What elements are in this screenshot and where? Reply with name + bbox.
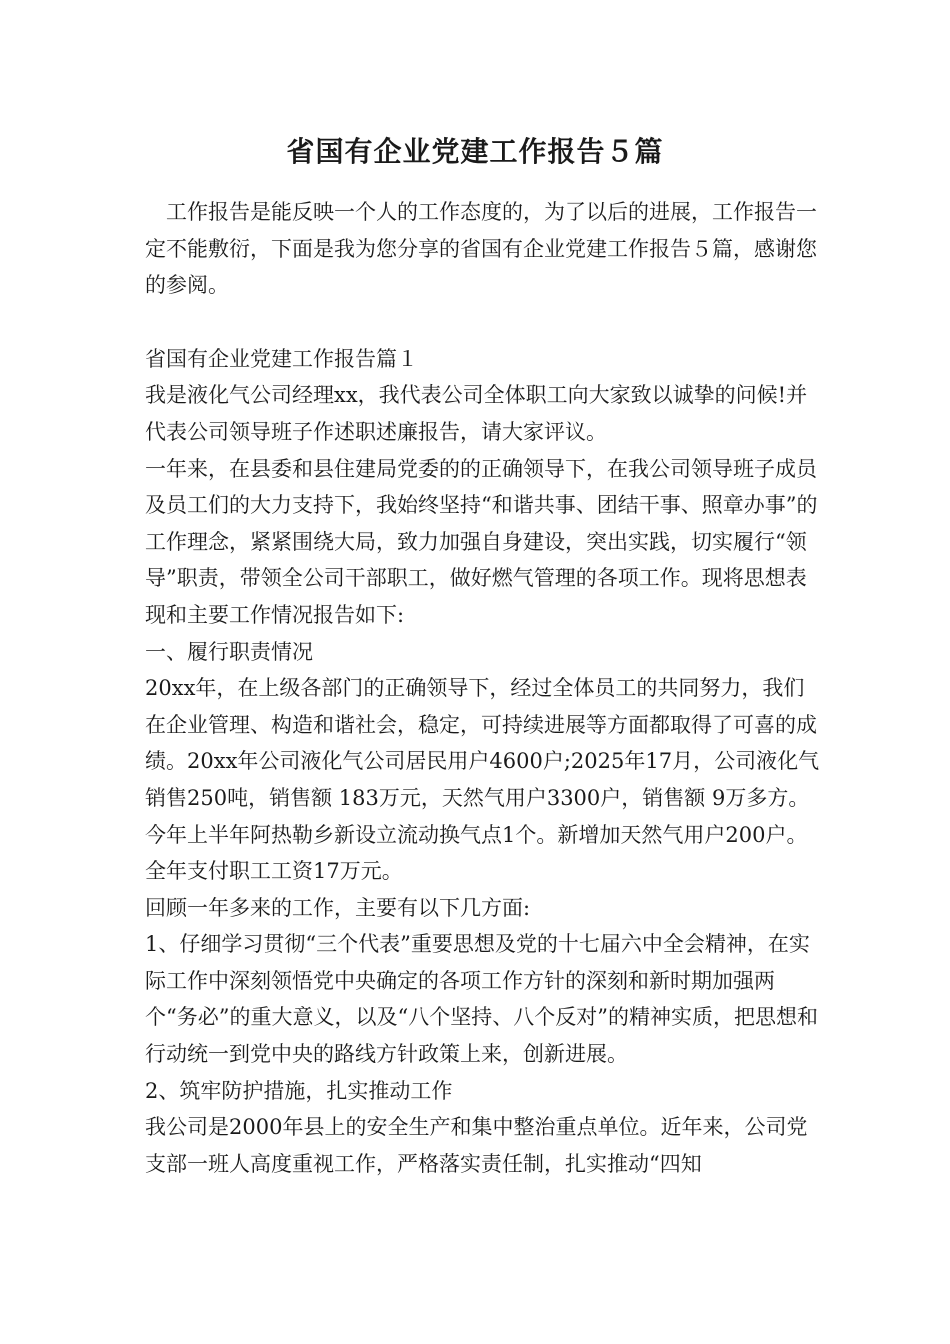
paragraph: 1、仔细学习贯彻“三个代表”重要思想及党的十七届六中全会精神，在实际工作中深刻领悟党中央确定的各项工作方针的深刻和新时期加强两个“务必”的重大意义，以及“八个坚持、八个反对”的精神实质，把思想和行动统一到党中央的路线方针政策上来，创新进展。	[145, 932, 818, 1067]
document-title: 省国有企业党建工作报告５篇	[286, 135, 664, 168]
section-heading: 省国有企业党建工作报告篇１	[145, 346, 418, 371]
subheading: 2、筑牢防护措施，扎实推动工作	[145, 1078, 453, 1103]
paragraph-gap	[145, 304, 825, 341]
paragraph: 我是液化气公司经理xx，我代表公司全体职工向大家致以诚挚的问候!并代表公司领导班子作述职述廉报告，请大家评议。	[145, 383, 808, 444]
document-body	[145, 194, 825, 1182]
subheading: 一、履行职责情况	[145, 639, 313, 664]
paragraph: 我公司是2000年县上的安全生产和集中整治重点单位。近年来，公司党支部一班人高度重视工作，严格落实责任制，扎实推动“四知	[145, 1115, 808, 1176]
paragraph: 20xx年，在上级各部门的正确领导下，经过全体员工的共同努力，我们在企业管理、构造和谐社会，稳定，可持续进展等方面都取得了可喜的成绩。20xx年公司液化气公司居民用户4600户;2025年17月，公司液化气销售250吨，销售额 183万元，天然气用户3300户，销售额 9万多方。今年上半年阿热勒乡新设立流动换气点1个。新增加天然气用户200户。全年支付职工工资17万元。	[145, 676, 820, 884]
intro-paragraph: 工作报告是能反映一个人的工作态度的，为了以后的进展，工作报告一定不能敷衍，下面是我为您分享的省国有企业党建工作报告５篇，感谢您的参阅。	[145, 200, 817, 298]
paragraph: 一年来，在县委和县住建局党委的的正确领导下，在我公司领导班子成员及员工们的大力支持下，我始终坚持“和谐共事、团结干事、照章办事”的工作理念，紧紧围绕大局，致力加强自身建设，突出实践，切实履行“领导”职责，带领全公司干部职工，做好燃气管理的各项工作。现将思想表现和主要工作情况报告如下:	[145, 456, 818, 627]
paragraph: 回顾一年多来的工作，主要有以下几方面:	[145, 895, 531, 920]
